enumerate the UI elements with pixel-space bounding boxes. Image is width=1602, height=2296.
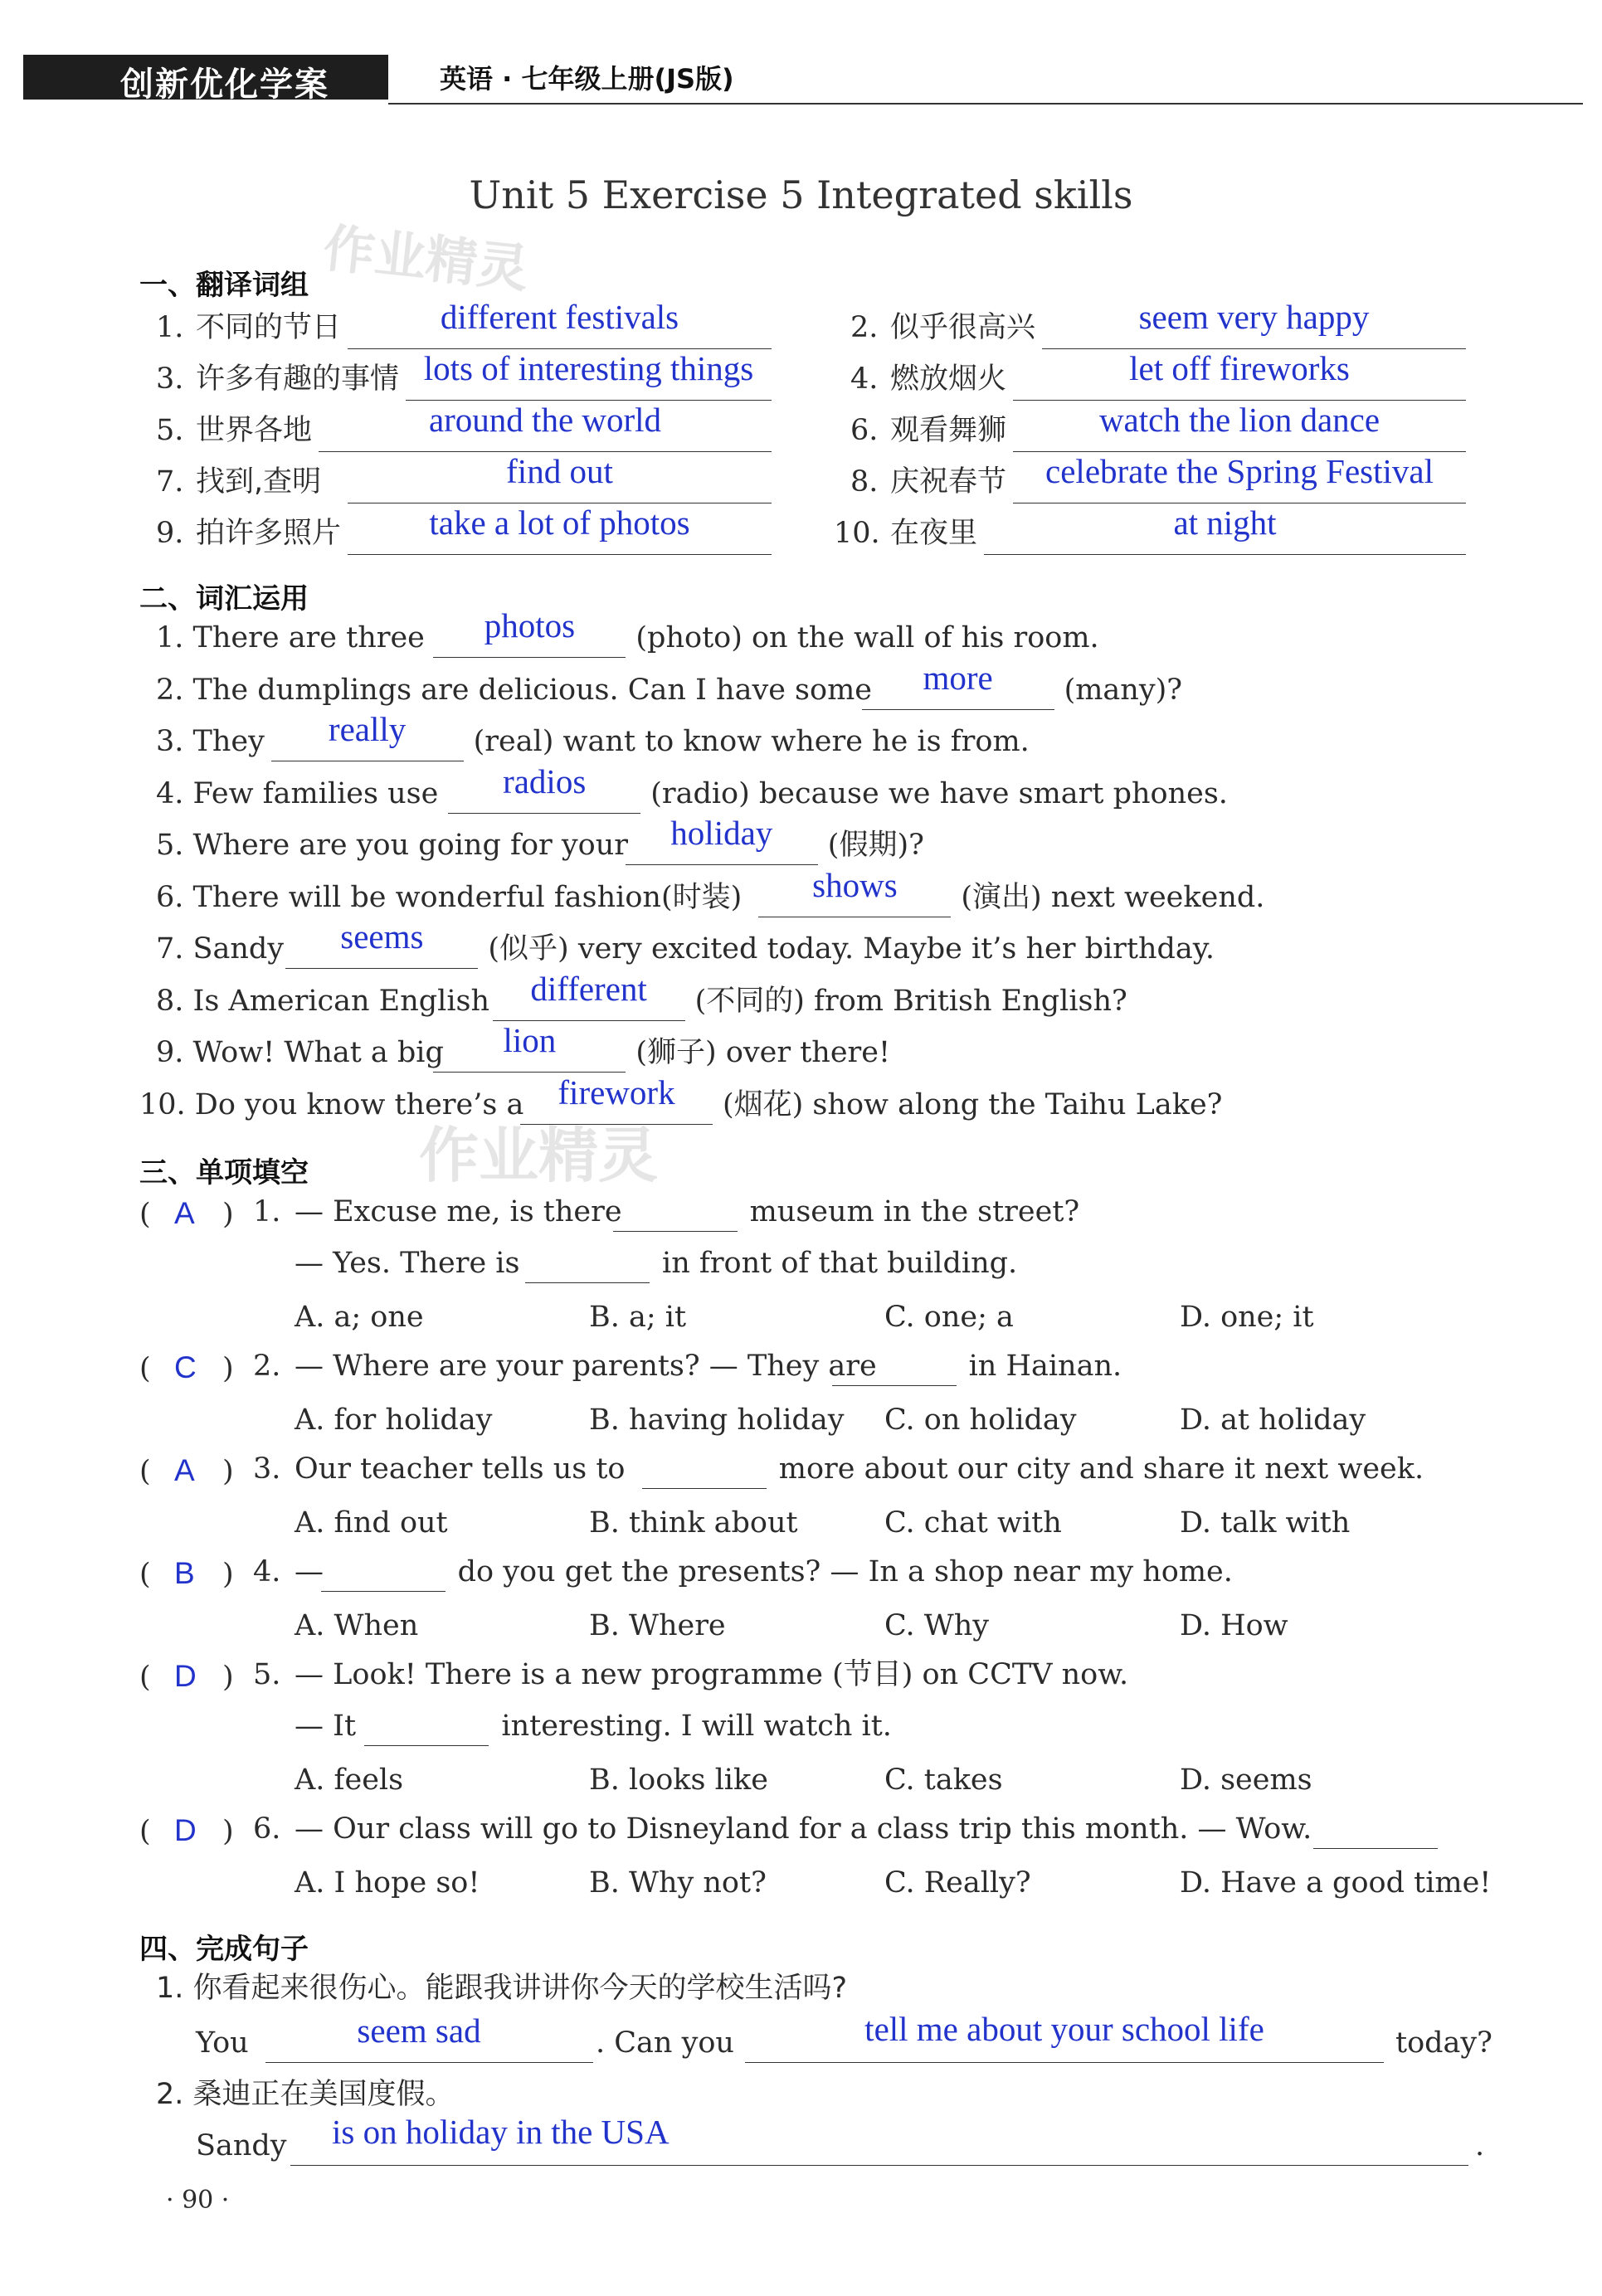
choice-question: — Where are your parents? — They are [295,1350,877,1383]
choice-option: B. having holiday [589,1403,845,1437]
choice-option: B. think about [589,1506,798,1540]
vocab-answer: holiday [670,814,773,852]
choice-option: D. Have a good time! [1180,1866,1492,1900]
vocab-blank [862,709,1054,710]
choice-bracket-left: ( [139,1455,151,1488]
translate-chinese: 观看舞狮 [890,414,1007,447]
translate-chinese: 许多有趣的事情 [196,362,400,396]
translate-answer: different festivals [440,298,679,336]
vocab-answer: photos [484,606,576,645]
translate-number: 3. [156,362,184,396]
translate-number: 2. [850,311,879,344]
choice-question-end: in Hainan. [968,1350,1122,1383]
choice-option: B. Why not? [589,1866,767,1900]
complete-text: Sandy [196,2129,287,2162]
choice-bracket-right: ) [222,1661,234,1694]
translate-number: 7. [156,465,184,499]
choice-question-end: more about our city and share it next week. [778,1452,1424,1486]
choice-bracket-right: ) [222,1198,234,1231]
choice-question-line2: — Yes. There is [295,1247,520,1280]
choice-question-end: do you get the presents? — In a shop near my home. [457,1555,1233,1588]
choice-answer: A [174,1453,195,1487]
vocab-answer: radios [503,761,587,800]
choice-number: 3. [253,1452,281,1486]
choice-question-line2-end: interesting. I will watch it. [501,1710,892,1743]
translate-answer: seem very happy [1138,298,1370,336]
vocab-sentence-end: (烟花) show along the Taihu Lake? [723,1087,1223,1121]
translate-chinese: 不同的节日 [196,311,342,344]
choice-option: C. Why [884,1609,990,1642]
choice-bracket-right: ) [222,1815,234,1848]
watermark-1: 作业精灵 [320,217,532,299]
choice-answer: D [174,1659,197,1693]
choice-bracket-left: ( [139,1558,151,1591]
vocab-sentence-end: (many)? [1064,673,1183,707]
section-translate-heading: 一、翻译词组 [139,269,309,302]
translate-chinese: 在夜里 [890,517,978,550]
choice-blank [642,1488,767,1489]
vocab-answer: really [328,710,407,748]
translate-number: 1. [156,311,184,344]
choice-question: — Excuse me, is there [295,1195,622,1228]
choice-answer: A [174,1196,195,1230]
translate-number: 9. [156,517,184,550]
complete-answer: is on holiday in the USA [332,2113,670,2151]
choice-blank [613,1231,738,1232]
vocab-sentence-start: 5. Where are you going for your [156,829,629,862]
complete-text: . [1475,2129,1485,2162]
choice-option: C. chat with [884,1506,1062,1540]
choice-bracket-left: ( [139,1815,151,1848]
vocab-sentence-start: 10. Do you know there’s a [139,1087,524,1121]
choice-bracket-right: ) [222,1455,234,1488]
vocab-blank [520,1124,713,1125]
choice-answer: C [174,1350,197,1384]
choice-blank [832,1385,957,1386]
vocab-sentence-end: (radio) because we have smart phones. [650,776,1228,810]
choice-blank [364,1745,489,1746]
translate-number: 5. [156,414,184,447]
vocab-sentence-end: (演出) next weekend. [961,880,1265,914]
vocab-sentence-start: 2. The dumplings are delicious. Can I have some [156,673,872,707]
choice-bracket-right: ) [222,1352,234,1385]
choice-number: 5. [253,1658,281,1691]
page-number: · 90 · [166,2186,230,2215]
choice-option: D. seems [1180,1763,1312,1797]
complete-chinese: 2. 桑迪正在美国度假。 [156,2078,455,2111]
choice-blank [321,1591,446,1592]
section-complete-heading: 四、完成句子 [139,1933,309,1966]
book-title: 英语 · 七年级上册(JS版) [440,63,734,95]
choice-bracket-left: ( [139,1352,151,1385]
vocab-sentence-start: 8. Is American English [156,984,490,1018]
translate-answer: let off fireworks [1129,349,1350,387]
choice-option: A. feels [295,1763,404,1797]
choice-blank [525,1282,650,1283]
page-title: Unit 5 Exercise 5 Integrated skills [469,173,1133,217]
vocab-sentence-end: (real) want to know where he is from. [473,725,1030,758]
choice-question-line2: — It [295,1710,357,1743]
translate-answer: take a lot of photos [429,503,690,542]
translate-number: 10. [834,517,880,550]
complete-blank [290,2165,1468,2166]
vocab-sentence-end: (不同的) from British English? [694,984,1127,1018]
vocab-sentence-start: 4. Few families use [156,776,439,810]
vocab-answer: different [530,969,647,1008]
choice-answer: D [174,1813,197,1847]
vocab-sentence-end: (photo) on the wall of his room. [635,621,1099,654]
translate-chinese: 世界各地 [196,414,313,447]
choice-bracket-left: ( [139,1661,151,1694]
complete-answer: seem sad [357,2011,481,2050]
translate-answer: find out [506,452,613,490]
complete-text: . Can you [596,2026,734,2060]
choice-option: C. Really? [884,1866,1031,1900]
choice-option: B. Where [589,1609,726,1642]
choice-option: A. find out [295,1506,448,1540]
vocab-blank [285,968,478,969]
choice-number: 6. [253,1812,281,1846]
translate-answer: celebrate the Spring Festival [1045,452,1434,490]
translate-answer: lots of interesting things [423,349,754,387]
translate-chinese: 燃放烟火 [890,362,1007,396]
complete-answer: tell me about your school life [864,2010,1264,2048]
watermark-2: 作业精灵 [419,1121,659,1190]
choice-question: — [295,1555,324,1588]
header-rule [388,103,1583,105]
choice-option: A. When [295,1609,419,1642]
choice-option: B. a; it [589,1301,687,1334]
complete-blank [745,2062,1384,2063]
choice-question: — Look! There is a new programme (节目) on CCTV now. [295,1658,1129,1691]
complete-text: You [196,2026,249,2060]
vocab-sentence-end: (假期)? [827,829,924,862]
vocab-answer: more [923,658,993,697]
choice-option: A. I hope so! [295,1866,480,1900]
choice-bracket-left: ( [139,1198,151,1231]
choice-number: 2. [253,1350,281,1383]
choice-blank [1313,1848,1438,1849]
translate-number: 6. [850,414,879,447]
translate-answer: around the world [428,401,662,439]
choice-number: 4. [253,1555,281,1588]
choice-number: 1. [253,1195,281,1228]
translate-number: 4. [850,362,879,396]
translate-answer: watch the lion dance [1098,401,1380,439]
vocab-answer: lion [503,1021,557,1059]
choice-option: D. one; it [1180,1301,1314,1334]
choice-option: B. looks like [589,1763,768,1797]
translate-blank [984,554,1466,555]
complete-blank [265,2062,593,2063]
brand-title: 创新优化学案 [120,66,329,104]
choice-option: A. a; one [295,1301,424,1334]
choice-option: D. talk with [1180,1506,1351,1540]
translate-answer: at night [1173,503,1277,542]
translate-chinese: 似乎很高兴 [890,311,1036,344]
vocab-sentence-start: 1. There are three [156,621,425,654]
choice-question: Our teacher tells us to [295,1452,626,1486]
vocab-blank [433,657,626,658]
vocab-sentence-end: (似乎) very excited today. Maybe it’s her birthday. [488,932,1215,966]
choice-option: C. one; a [884,1301,1014,1334]
complete-text: today? [1395,2026,1492,2060]
choice-option: C. takes [884,1763,1003,1797]
translate-blank [348,554,772,555]
choice-question-line2-end: in front of that building. [662,1247,1018,1280]
vocab-sentence-start: 6. There will be wonderful fashion(时装) [156,880,743,914]
choice-question: — Our class will go to Disneyland for a class trip this month. — Wow. [295,1812,1312,1846]
choice-option: A. for holiday [295,1403,493,1437]
complete-chinese: 1. 你看起来很伤心。能跟我讲讲你今天的学校生活吗? [156,1972,848,2005]
vocab-sentence-end: (狮子) over there! [635,1036,891,1069]
vocab-blank [448,813,640,814]
section-choice-heading: 三、单项填空 [139,1156,309,1189]
choice-answer: B [174,1556,195,1590]
vocab-sentence-start: 3. They [156,725,265,758]
choice-option: D. How [1180,1609,1288,1642]
choice-bracket-right: ) [222,1558,234,1591]
section-vocab-heading: 二、词汇运用 [139,582,309,615]
translate-chinese: 庆祝春节 [890,465,1007,499]
translate-chinese: 拍许多照片 [196,517,342,550]
vocab-answer: shows [812,865,898,904]
choice-question-end: museum in the street? [749,1195,1080,1228]
choice-option: C. on holiday [884,1403,1077,1437]
choice-option: D. at holiday [1180,1403,1366,1437]
vocab-answer: seems [340,917,424,956]
vocab-answer: firework [558,1073,675,1112]
translate-chinese: 找到,查明 [196,465,322,499]
vocab-sentence-start: 7. Sandy [156,932,285,966]
translate-number: 8. [850,465,879,499]
vocab-sentence-start: 9. Wow! What a big [156,1036,444,1069]
